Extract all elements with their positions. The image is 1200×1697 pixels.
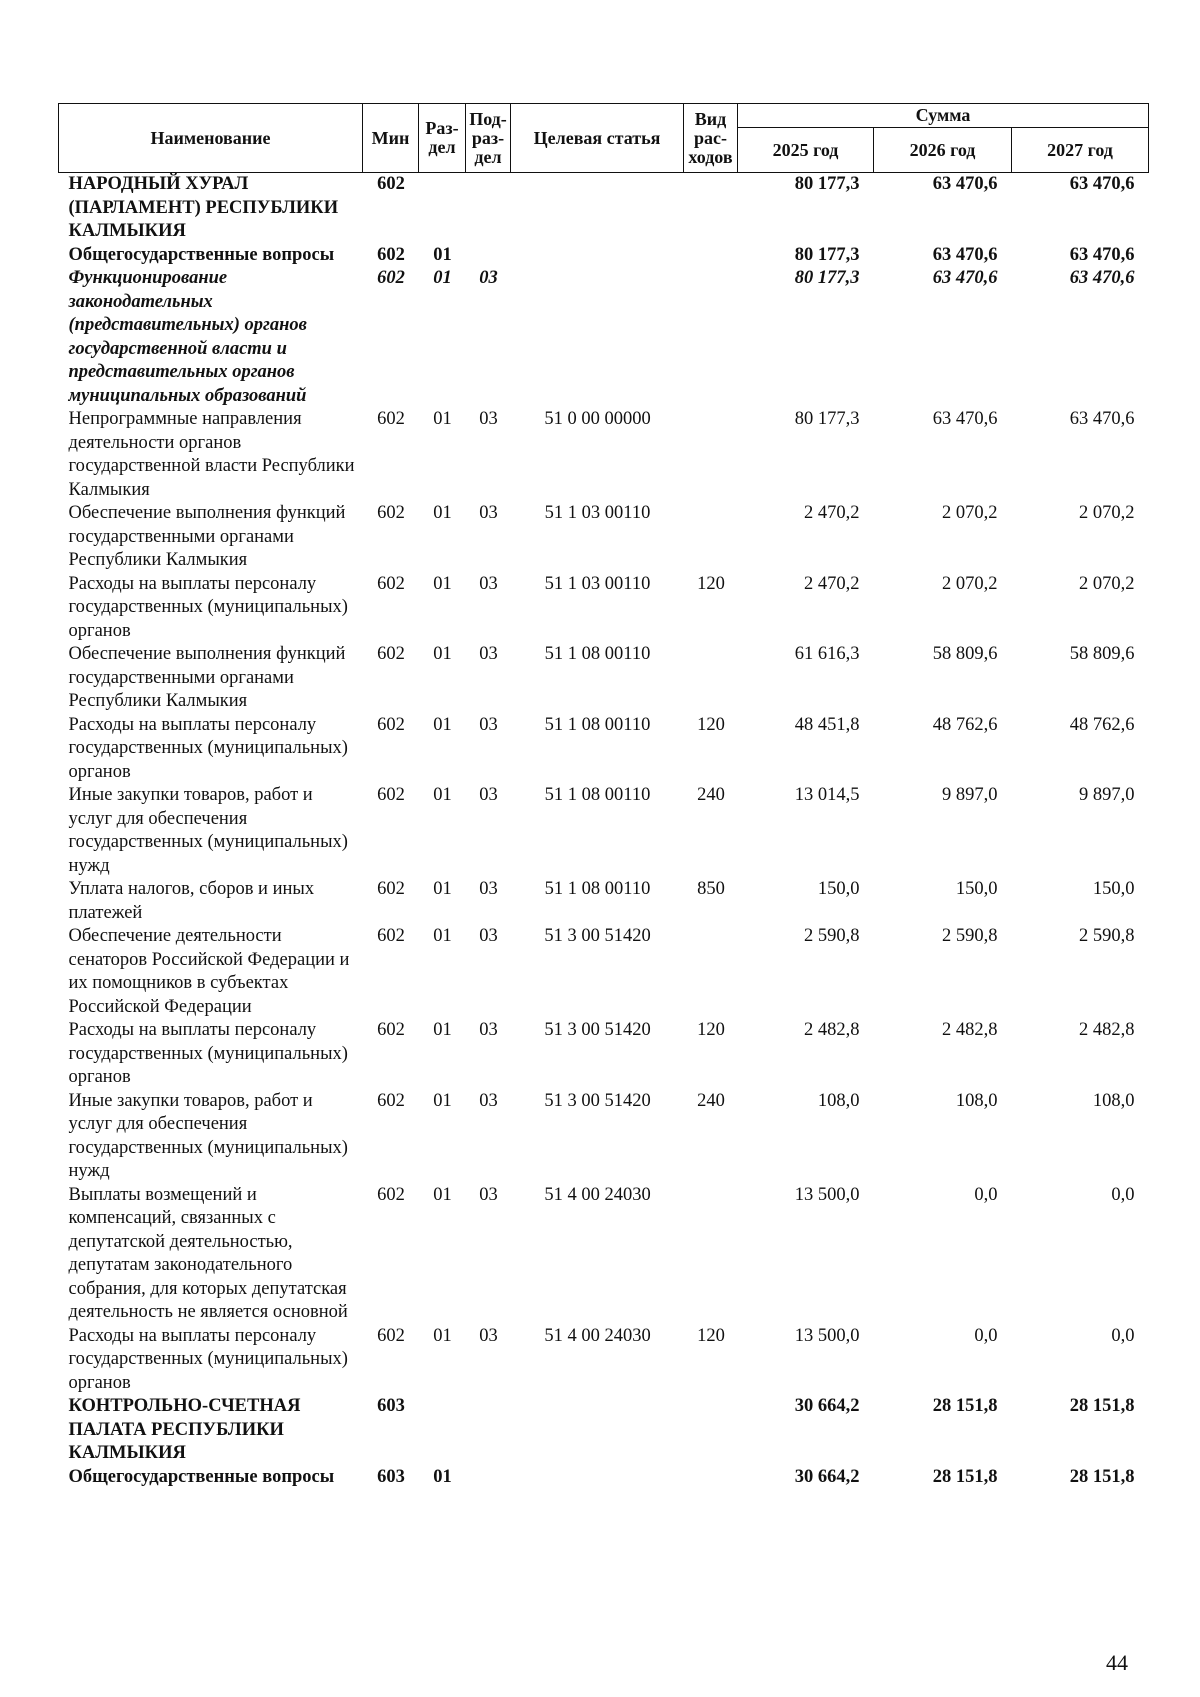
row-sum-2026: 63 470,6 bbox=[932, 409, 998, 429]
table-row bbox=[59, 1090, 1149, 1184]
row-sum-2027: 0,0 bbox=[1111, 1184, 1135, 1205]
row-name: Выплаты возмещений и компенсаций, связанных с депутатской деятельностью, депутатам законодательного собрания, для которых депутатская деятельность не является основной bbox=[68, 1184, 348, 1322]
row-sum-2025: 2 470,2 bbox=[804, 503, 860, 523]
row-min: 602 bbox=[377, 785, 405, 805]
header-summa: Сумма bbox=[738, 104, 1149, 128]
table-row bbox=[59, 1184, 1149, 1325]
row-celevaya: 51 3 00 51420 bbox=[544, 1020, 651, 1040]
row-sum-2025: 13 500,0 bbox=[794, 1184, 860, 1205]
row-name: Расходы на выплаты персоналу государственных (муниципальных) органов bbox=[68, 1325, 348, 1393]
row-celevaya: 51 1 03 00110 bbox=[544, 573, 651, 594]
row-min: 602 bbox=[377, 1090, 405, 1111]
row-podrazdel: 03 bbox=[479, 785, 498, 805]
row-name: Расходы на выплаты персоналу государственных (муниципальных) органов bbox=[68, 1020, 348, 1087]
row-name: Расходы на выплаты персоналу государственных (муниципальных) органов bbox=[68, 573, 348, 641]
row-min: 602 bbox=[377, 644, 405, 664]
row-sum-2026: 0,0 bbox=[974, 1325, 998, 1346]
row-razdel: 01 bbox=[433, 926, 452, 946]
row-podrazdel bbox=[466, 173, 511, 244]
row-razdel: 01 bbox=[433, 503, 452, 523]
row-name: Обеспечение выполнения функций государственными органами Республики Калмыкия bbox=[68, 503, 346, 570]
header-year-2025: 2025 год bbox=[738, 128, 874, 173]
row-podrazdel: 03 bbox=[479, 1325, 498, 1346]
row-sum-2026: 2 070,2 bbox=[942, 573, 998, 594]
table-row bbox=[59, 925, 1149, 1019]
header-celevaya: Целевая статья bbox=[511, 104, 684, 173]
row-sum-2027: 2 070,2 bbox=[1079, 503, 1135, 523]
row-sum-2025: 2 482,8 bbox=[804, 1020, 860, 1040]
row-min: 602 bbox=[377, 573, 405, 594]
row-sum-2026: 63 470,6 bbox=[932, 268, 998, 288]
row-vid bbox=[684, 1466, 738, 1490]
row-celevaya bbox=[511, 244, 684, 268]
table-body bbox=[59, 173, 1149, 1490]
row-razdel: 01 bbox=[433, 573, 452, 594]
row-min: 602 bbox=[377, 268, 405, 288]
row-sum-2025: 13 014,5 bbox=[794, 785, 860, 805]
row-razdel: 01 bbox=[433, 268, 452, 288]
row-sum-2025: 150,0 bbox=[817, 879, 860, 899]
row-razdel: 01 bbox=[433, 1184, 452, 1205]
page-number: 44 bbox=[1106, 1650, 1128, 1675]
row-celevaya bbox=[511, 1395, 684, 1466]
row-sum-2025: 108,0 bbox=[817, 1090, 860, 1111]
row-vid bbox=[684, 244, 738, 268]
row-celevaya: 51 1 08 00110 bbox=[544, 644, 651, 664]
row-sum-2027: 108,0 bbox=[1092, 1090, 1135, 1111]
row-name: Общегосударственные вопросы bbox=[68, 244, 335, 265]
header-razdel: Раз-дел bbox=[419, 104, 466, 173]
row-name: Расходы на выплаты персоналу государственных (муниципальных) органов bbox=[68, 714, 348, 782]
row-podrazdel: 03 bbox=[479, 409, 498, 429]
row-vid: 240 bbox=[697, 1090, 725, 1111]
header-min: Мин bbox=[363, 104, 419, 173]
row-sum-2026: 63 470,6 bbox=[932, 174, 998, 194]
row-vid: 120 bbox=[697, 714, 725, 735]
budget-sheet bbox=[58, 103, 1148, 1489]
row-sum-2027: 2 482,8 bbox=[1079, 1020, 1135, 1040]
row-podrazdel bbox=[466, 244, 511, 268]
row-sum-2025: 80 177,3 bbox=[794, 268, 860, 288]
row-sum-2026: 150,0 bbox=[955, 879, 998, 899]
row-podrazdel: 03 bbox=[479, 926, 498, 946]
row-name: Обеспечение выполнения функций государственными органами Республики Калмыкия bbox=[68, 644, 346, 711]
row-sum-2026: 2 070,2 bbox=[942, 503, 998, 523]
row-sum-2027: 0,0 bbox=[1111, 1325, 1135, 1346]
table-row bbox=[59, 1019, 1149, 1090]
table-row bbox=[59, 502, 1149, 573]
row-podrazdel bbox=[466, 1466, 511, 1490]
row-podrazdel: 03 bbox=[479, 503, 498, 523]
row-min: 602 bbox=[377, 503, 405, 523]
row-sum-2026: 63 470,6 bbox=[932, 244, 998, 265]
row-min: 603 bbox=[377, 1466, 405, 1487]
row-sum-2026: 0,0 bbox=[974, 1184, 998, 1205]
row-sum-2025: 30 664,2 bbox=[794, 1466, 860, 1487]
row-sum-2027: 63 470,6 bbox=[1069, 409, 1135, 429]
header-name: Наименование bbox=[59, 104, 363, 173]
row-sum-2027: 2 070,2 bbox=[1079, 573, 1135, 594]
row-razdel bbox=[419, 173, 466, 244]
row-min: 602 bbox=[377, 174, 405, 194]
row-sum-2025: 80 177,3 bbox=[794, 409, 860, 429]
table-row bbox=[59, 878, 1149, 925]
row-celevaya: 51 4 00 24030 bbox=[544, 1325, 651, 1346]
row-celevaya: 51 1 08 00110 bbox=[544, 785, 651, 805]
row-min: 602 bbox=[377, 1020, 405, 1040]
budget-table bbox=[58, 103, 1149, 1489]
row-name: НАРОДНЫЙ ХУРАЛ (ПАРЛАМЕНТ) РЕСПУБЛИКИ КАЛМЫКИЯ bbox=[68, 174, 339, 241]
row-sum-2027: 63 470,6 bbox=[1069, 268, 1135, 288]
row-min: 602 bbox=[377, 409, 405, 429]
table-row bbox=[59, 1325, 1149, 1396]
row-min: 602 bbox=[377, 879, 405, 899]
table-header bbox=[59, 104, 1149, 173]
row-celevaya: 51 3 00 51420 bbox=[544, 926, 651, 946]
row-name: Иные закупки товаров, работ и услуг для обеспечения государственных (муниципальных) нужд bbox=[68, 785, 348, 876]
row-sum-2026: 9 897,0 bbox=[942, 785, 998, 805]
row-sum-2026: 28 151,8 bbox=[932, 1396, 998, 1416]
row-sum-2025: 2 590,8 bbox=[804, 926, 860, 946]
row-sum-2025: 30 664,2 bbox=[794, 1396, 860, 1416]
row-sum-2026: 58 809,6 bbox=[932, 644, 998, 664]
row-vid bbox=[684, 267, 738, 408]
row-vid bbox=[684, 408, 738, 502]
row-razdel: 01 bbox=[433, 1325, 452, 1346]
row-name: Иные закупки товаров, работ и услуг для обеспечения государственных (муниципальных) нужд bbox=[68, 1090, 348, 1181]
row-sum-2025: 2 470,2 bbox=[804, 573, 860, 594]
row-min: 602 bbox=[377, 926, 405, 946]
row-celevaya: 51 1 08 00110 bbox=[544, 879, 651, 899]
row-vid: 120 bbox=[697, 1020, 725, 1040]
row-celevaya: 51 1 03 00110 bbox=[544, 503, 651, 523]
row-podrazdel: 03 bbox=[479, 268, 498, 288]
row-sum-2025: 13 500,0 bbox=[794, 1325, 860, 1346]
row-sum-2027: 28 151,8 bbox=[1069, 1396, 1135, 1416]
row-min: 602 bbox=[377, 1325, 405, 1346]
row-sum-2027: 9 897,0 bbox=[1079, 785, 1135, 805]
row-sum-2027: 28 151,8 bbox=[1069, 1466, 1135, 1487]
row-razdel: 01 bbox=[433, 244, 452, 265]
row-sum-2026: 2 482,8 bbox=[942, 1020, 998, 1040]
row-sum-2027: 63 470,6 bbox=[1069, 244, 1135, 265]
row-sum-2025: 80 177,3 bbox=[794, 174, 860, 194]
row-sum-2026: 28 151,8 bbox=[932, 1466, 998, 1487]
table-row bbox=[59, 1395, 1149, 1466]
row-sum-2027: 2 590,8 bbox=[1079, 926, 1135, 946]
row-sum-2027: 48 762,6 bbox=[1069, 714, 1135, 735]
row-name: Функционирование законодательных (представительных) органов государственной власти и представительных органов муниципальных образований bbox=[68, 268, 307, 406]
table-row bbox=[59, 408, 1149, 502]
row-min: 602 bbox=[377, 244, 405, 265]
row-name: КОНТРОЛЬНО-СЧЕТНАЯ ПАЛАТА РЕСПУБЛИКИ КАЛМЫКИЯ bbox=[68, 1396, 301, 1463]
header-vid: Вид рас-ходов bbox=[684, 104, 738, 173]
row-vid bbox=[684, 1184, 738, 1325]
row-vid: 850 bbox=[697, 879, 725, 899]
row-vid: 120 bbox=[697, 573, 725, 594]
row-sum-2025: 61 616,3 bbox=[794, 644, 860, 664]
row-vid bbox=[684, 502, 738, 573]
header-year-2026: 2026 год bbox=[874, 128, 1012, 173]
row-podrazdel: 03 bbox=[479, 1184, 498, 1205]
row-vid bbox=[684, 643, 738, 714]
row-vid bbox=[684, 173, 738, 244]
row-sum-2026: 108,0 bbox=[955, 1090, 998, 1111]
row-celevaya bbox=[511, 1466, 684, 1490]
table-row bbox=[59, 1466, 1149, 1490]
row-podrazdel: 03 bbox=[479, 1090, 498, 1111]
row-podrazdel bbox=[466, 1395, 511, 1466]
row-celevaya: 51 0 00 00000 bbox=[544, 409, 651, 429]
row-sum-2027: 150,0 bbox=[1092, 879, 1135, 899]
row-name: Общегосударственные вопросы bbox=[68, 1466, 335, 1487]
row-vid bbox=[684, 925, 738, 1019]
row-sum-2027: 58 809,6 bbox=[1069, 644, 1135, 664]
row-podrazdel: 03 bbox=[479, 573, 498, 594]
row-celevaya: 51 3 00 51420 bbox=[544, 1090, 651, 1111]
table-row bbox=[59, 267, 1149, 408]
header-year-2027: 2027 год bbox=[1012, 128, 1149, 173]
table-row bbox=[59, 173, 1149, 244]
row-sum-2025: 80 177,3 bbox=[794, 244, 860, 265]
row-sum-2026: 48 762,6 bbox=[932, 714, 998, 735]
row-razdel: 01 bbox=[433, 409, 452, 429]
row-razdel: 01 bbox=[433, 644, 452, 664]
table-row bbox=[59, 573, 1149, 644]
row-razdel: 01 bbox=[433, 1466, 452, 1487]
table-row bbox=[59, 643, 1149, 714]
row-min: 603 bbox=[377, 1396, 405, 1416]
row-vid bbox=[684, 1395, 738, 1466]
row-celevaya bbox=[511, 267, 684, 408]
header-podrazdel: Под-раз-дел bbox=[466, 104, 511, 173]
row-razdel: 01 bbox=[433, 879, 452, 899]
row-vid: 120 bbox=[697, 1325, 725, 1346]
row-celevaya: 51 1 08 00110 bbox=[544, 714, 651, 735]
table-row bbox=[59, 784, 1149, 878]
row-min: 602 bbox=[377, 1184, 405, 1205]
row-celevaya: 51 4 00 24030 bbox=[544, 1184, 651, 1205]
row-razdel bbox=[419, 1395, 466, 1466]
row-podrazdel: 03 bbox=[479, 1020, 498, 1040]
row-razdel: 01 bbox=[433, 1090, 452, 1111]
row-vid: 240 bbox=[697, 785, 725, 805]
row-razdel: 01 bbox=[433, 714, 452, 735]
row-sum-2027: 63 470,6 bbox=[1069, 174, 1135, 194]
row-podrazdel: 03 bbox=[479, 879, 498, 899]
row-sum-2025: 48 451,8 bbox=[794, 714, 860, 735]
table-row bbox=[59, 714, 1149, 785]
row-podrazdel: 03 bbox=[479, 644, 498, 664]
table-row bbox=[59, 244, 1149, 268]
row-sum-2026: 2 590,8 bbox=[942, 926, 998, 946]
row-celevaya bbox=[511, 173, 684, 244]
row-podrazdel: 03 bbox=[479, 714, 498, 735]
row-name: Обеспечение деятельности сенаторов Российской Федерации и их помощников в субъектах Российской Федерации bbox=[68, 926, 350, 1017]
row-min: 602 bbox=[377, 714, 405, 735]
row-name: Непрограммные направления деятельности органов государственной власти Республики Калмыкия bbox=[68, 409, 355, 500]
row-name: Уплата налогов, сборов и иных платежей bbox=[68, 879, 315, 923]
row-razdel: 01 bbox=[433, 785, 452, 805]
row-razdel: 01 bbox=[433, 1020, 452, 1040]
